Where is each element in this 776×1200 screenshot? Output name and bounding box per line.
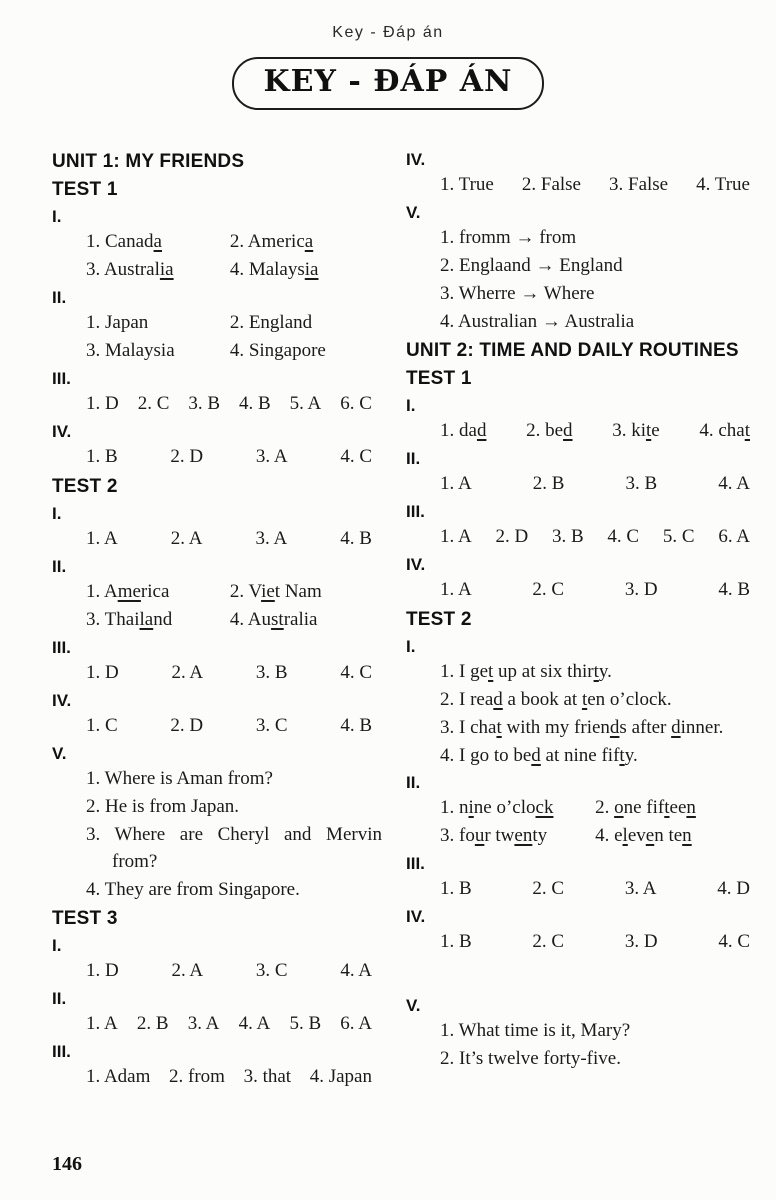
answer-item: 1. nine o’clock	[440, 797, 554, 818]
answer-item: 2. C	[137, 393, 170, 414]
section-numeral: IV.	[406, 150, 426, 169]
answer-item: 2. C	[532, 878, 565, 899]
answer-item: 3. A	[187, 1013, 220, 1034]
section-numeral: II.	[52, 989, 67, 1008]
answer-item: 1. A	[86, 1013, 118, 1034]
answer-item: 5. A	[289, 393, 322, 414]
answer-item: 5. B	[289, 1013, 322, 1034]
key-title: KEY - ĐÁP ÁN	[263, 64, 513, 99]
section-numeral: I.	[52, 936, 62, 955]
answer-sentence: 2. Englaand → England	[440, 255, 623, 276]
answer-sentence: 2. He is from Japan.	[86, 796, 240, 817]
section-numeral: III.	[52, 369, 71, 388]
answer-item: 2. D	[495, 526, 529, 547]
answer-item: 4. B	[340, 715, 372, 736]
answer-pair-row	[86, 337, 392, 365]
answer-item: 1. True	[440, 174, 494, 195]
answer-item: 1. A	[440, 579, 472, 600]
answer-sentence: 3. Where are Cheryl and Mervin from?	[86, 824, 382, 872]
answer-row	[440, 576, 750, 604]
answer-row	[440, 928, 750, 956]
test-heading: TEST 3	[52, 908, 118, 929]
answer-sentence: 1. I get up at six thirty.	[440, 661, 612, 682]
page-number: 146	[52, 1153, 82, 1175]
answer-item: 4. B	[718, 579, 750, 600]
answer-row	[440, 875, 750, 903]
answer-item: 6. A	[718, 526, 750, 547]
answer-item: 4. A	[238, 1013, 271, 1034]
answer-sentence: 3. Wherre → Where	[440, 283, 595, 304]
answer-item: 4. A	[340, 960, 372, 981]
answer-item: 1. Adam	[86, 1066, 151, 1087]
answer-item: 3. False	[609, 174, 669, 195]
answer-row	[440, 523, 750, 551]
answer-item: 1. A	[440, 473, 472, 494]
spacer	[406, 956, 770, 992]
answer-item: 4. chat	[699, 420, 750, 441]
answer-item: 1. D	[86, 960, 119, 981]
answer-row	[440, 417, 750, 445]
answer-item: 3. kite	[612, 420, 660, 441]
answer-item: 1. B	[440, 931, 472, 952]
answer-item: 2. from	[169, 1066, 225, 1087]
answer-item: 3. D	[624, 579, 658, 600]
answer-item: 2. A	[170, 528, 203, 549]
answer-item: 3. B	[625, 473, 658, 494]
answer-item: 1. A	[440, 526, 472, 547]
answer-item: 2. America	[229, 231, 314, 252]
answer-item: 4. C	[340, 446, 372, 467]
answer-row	[86, 712, 372, 740]
answer-item: 4. C	[340, 662, 372, 683]
answer-item: 2. A	[171, 960, 204, 981]
answer-item: 4. C	[607, 526, 640, 547]
right-column	[406, 146, 770, 1091]
answer-row	[86, 1063, 372, 1091]
answer-row	[86, 390, 372, 418]
answer-pair-row	[86, 256, 392, 284]
answer-sentence: 1. What time is it, Mary?	[440, 1020, 631, 1041]
answer-item: 5. C	[662, 526, 695, 547]
answer-item: 3. B	[551, 526, 584, 547]
answer-pair-row	[440, 794, 770, 822]
answer-pair-row	[86, 606, 392, 634]
key-title-box	[232, 57, 545, 110]
answer-item: 3. A	[255, 528, 288, 549]
section-numeral: V.	[406, 996, 421, 1015]
section-numeral: III.	[406, 854, 425, 873]
answer-pair-row	[86, 228, 392, 256]
section-numeral: I.	[406, 637, 416, 656]
answer-sentence: 1. fromm → from	[440, 227, 577, 248]
answer-item: 2. D	[170, 446, 204, 467]
answer-item: 3. four twenty	[440, 825, 548, 846]
answer-item: 1. D	[86, 393, 119, 414]
answer-item: 1. A	[86, 528, 118, 549]
answer-item: 3. Malaysia	[86, 340, 175, 361]
answer-sentence: 4. Australian → Australia	[440, 311, 635, 332]
answer-item: 4. Malaysia	[229, 259, 319, 280]
section-numeral: IV.	[406, 907, 426, 926]
section-numeral: I.	[52, 207, 62, 226]
section-numeral: IV.	[406, 555, 426, 574]
answer-row	[86, 957, 372, 985]
answer-item: 2. B	[136, 1013, 169, 1034]
unit-heading: UNIT 2: TIME AND DAILY ROUTINES	[406, 340, 739, 361]
answer-item: 4. B	[238, 393, 271, 414]
section-numeral: II.	[52, 557, 67, 576]
title-box-container	[0, 57, 776, 110]
answer-item: 3. A	[255, 446, 288, 467]
answer-sentence: 4. I go to bed at nine fifty.	[440, 745, 638, 766]
answer-sentence: 1. Where is Aman from?	[86, 768, 273, 789]
section-numeral: V.	[406, 203, 421, 222]
test-heading: TEST 2	[406, 609, 472, 630]
answer-item: 6. A	[340, 1013, 372, 1034]
left-column	[52, 146, 392, 1091]
answer-item: 3. B	[188, 393, 221, 414]
test-heading: TEST 2	[52, 476, 118, 497]
answer-item: 2. D	[170, 715, 204, 736]
answer-item: 2. one fifteen	[595, 797, 696, 818]
answer-item: 4. eleven ten	[595, 825, 692, 846]
section-numeral: II.	[406, 449, 421, 468]
section-numeral: IV.	[52, 691, 72, 710]
answer-row	[86, 525, 372, 553]
answer-item: 2. A	[171, 662, 204, 683]
answer-item: 4. Singapore	[229, 340, 326, 361]
answer-item: 1. C	[86, 715, 118, 736]
answer-item: 1. Japan	[86, 312, 149, 333]
answer-item: 4. True	[696, 174, 750, 195]
answer-sentence: 3. I chat with my friends after dinner.	[440, 717, 724, 738]
unit-heading: UNIT 1: MY FRIENDS	[52, 151, 245, 172]
answer-item: 3. C	[255, 715, 288, 736]
section-numeral: I.	[52, 504, 62, 523]
running-header: Key - Đáp án	[332, 24, 444, 41]
answer-item: 3. D	[624, 931, 658, 952]
answer-item: 3. that	[243, 1066, 292, 1087]
answer-item: 1. dad	[440, 420, 487, 441]
section-numeral: III.	[406, 502, 425, 521]
section-numeral: I.	[406, 396, 416, 415]
answer-item: 3. Thailand	[86, 609, 173, 630]
answer-row	[440, 171, 750, 199]
answer-pair-row	[86, 309, 392, 337]
answer-item: 3. C	[255, 960, 288, 981]
answer-item: 4. B	[340, 528, 372, 549]
answer-item: 4. D	[717, 878, 750, 899]
answer-item: 4. C	[718, 931, 750, 952]
answer-item: 6. C	[340, 393, 372, 414]
answer-pair-row	[440, 822, 770, 850]
answer-row	[86, 1010, 372, 1038]
answer-sentence: 2. I read a book at ten o’clock.	[440, 689, 672, 710]
content-columns	[0, 146, 776, 1091]
answer-item: 4. Australia	[229, 609, 318, 630]
section-numeral: IV.	[52, 422, 72, 441]
answer-item: 2. C	[532, 931, 565, 952]
test-heading: TEST 1	[406, 368, 472, 389]
test-heading: TEST 1	[52, 179, 118, 200]
answer-item: 1. Canada	[86, 231, 162, 252]
answer-row	[86, 443, 372, 471]
answer-item: 4. Japan	[309, 1066, 372, 1087]
answer-item: 2. Viet Nam	[229, 581, 322, 602]
section-numeral: II.	[406, 773, 421, 792]
section-numeral: II.	[52, 288, 67, 307]
answer-item: 1. America	[86, 581, 170, 602]
answer-item: 2. B	[532, 473, 565, 494]
answer-pair-row	[86, 578, 392, 606]
section-numeral: III.	[52, 1042, 71, 1061]
answer-item: 2. England	[229, 312, 313, 333]
answer-item: 2. C	[532, 579, 565, 600]
answer-item: 2. False	[521, 174, 581, 195]
section-numeral: V.	[52, 744, 67, 763]
answer-row	[86, 659, 372, 687]
answer-item: 1. B	[440, 878, 472, 899]
answer-item: 3. B	[255, 662, 288, 683]
answer-item: 3. A	[624, 878, 657, 899]
answer-item: 1. D	[86, 662, 119, 683]
answer-item: 4. A	[718, 473, 750, 494]
answer-item: 3. Australia	[86, 259, 174, 280]
section-numeral: III.	[52, 638, 71, 657]
answer-sentence: 2. It’s twelve forty-five.	[440, 1048, 621, 1069]
answer-sentence: 4. They are from Singapore.	[86, 879, 300, 900]
answer-item: 1. B	[86, 446, 118, 467]
answer-row	[440, 470, 750, 498]
answer-item: 2. bed	[526, 420, 573, 441]
